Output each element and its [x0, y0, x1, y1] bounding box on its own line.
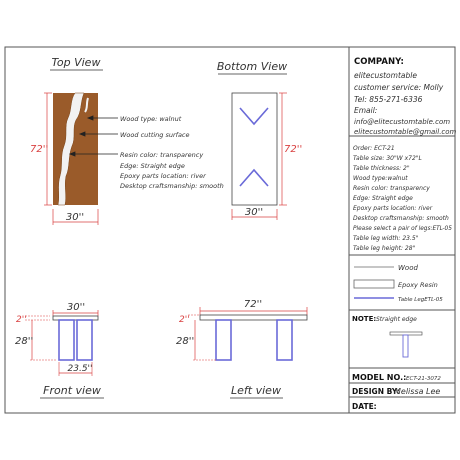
note-value: Straight edge — [376, 316, 417, 323]
note-desktop: Desktop craftsmanship: smooth — [120, 182, 224, 190]
note-label: NOTE: — [352, 315, 377, 323]
left-leg-right — [277, 320, 292, 360]
top-view-slab — [53, 93, 98, 205]
top-width-label: 30'' — [65, 212, 85, 223]
order-line-7: Epoxy parts location: river — [353, 205, 433, 212]
top-view-title: Top View — [51, 56, 101, 69]
order-line-6: Edge: Straight edge — [353, 195, 413, 202]
bottom-height-label: 72'' — [284, 144, 303, 155]
company-line-4: Email: — [354, 106, 378, 115]
front-leg-right — [77, 320, 92, 360]
bottom-view-title: Bottom View — [216, 60, 288, 73]
order-line-3: Table thickness: 2" — [353, 165, 410, 172]
bottom-view-slab — [232, 93, 277, 205]
note-wood-type: Wood type: walnut — [120, 115, 182, 123]
left-thickness-label: 2'' — [179, 315, 190, 325]
note-epoxy-parts: Epoxy parts location: river — [120, 172, 206, 180]
front-base-label: 23.5'' — [67, 364, 93, 374]
order-line-5: Resin color: transparency — [353, 185, 430, 192]
note-wood-cutting: Wood cutting surface — [120, 131, 190, 139]
order-line-10: Table leg width: 23.5" — [353, 235, 419, 242]
order-line-8: Desktop craftsmanship: smooth — [353, 215, 449, 222]
company-line-3: Tel: 855-271-6336 — [354, 95, 423, 104]
order-line-4: Wood type:walnut — [353, 175, 408, 182]
left-height-label: 28'' — [176, 336, 195, 347]
legend-leg-label: Table LegETL-05 — [398, 297, 443, 303]
model-value: ECT-21-3072 — [406, 376, 441, 382]
company-line-2: customer service: Molly — [354, 83, 444, 92]
order-line-2: Table size: 30"W x72"L — [353, 155, 422, 162]
legend-wood-label: Wood — [398, 264, 418, 272]
order-line-11: Table leg height: 28" — [353, 245, 416, 252]
left-width-label: 72'' — [243, 299, 263, 310]
date-label: DATE: — [352, 402, 377, 411]
top-height-label: 72'' — [30, 144, 49, 155]
legend-epoxy-swatch — [354, 280, 394, 288]
order-line-1: Order: ECT-21 — [353, 145, 395, 152]
design-label: DESIGN BY: — [352, 387, 400, 396]
edge-profile-top — [390, 332, 422, 335]
legend-epoxy-label: Epoxy Resin — [398, 281, 438, 289]
company-line-5: info@elitecustomtable.com — [354, 118, 451, 126]
company-line-1: elitecustomtable — [354, 71, 417, 80]
edge-profile-leg — [403, 335, 408, 357]
front-height-label: 28'' — [15, 336, 34, 347]
order-line-9: Please select a pair of legs:ETL-05 — [353, 226, 452, 232]
model-label: MODEL NO.: — [352, 373, 407, 382]
company-line-6: elitecustomtable@gmail.com — [354, 128, 457, 136]
left-leg-left — [216, 320, 231, 360]
front-leg-left — [59, 320, 74, 360]
note-resin-color: Resin color: transparency — [120, 151, 204, 159]
front-width-label: 30'' — [66, 302, 86, 313]
front-thickness-label: 2'' — [16, 315, 27, 325]
left-view-title: Left view — [231, 384, 281, 397]
design-value: Melissa Lee — [394, 387, 441, 396]
company-heading: COMPANY: — [354, 57, 404, 67]
note-edge: Edge: Straight edge — [120, 162, 185, 170]
front-view-title: Front view — [43, 384, 101, 397]
bottom-width-label: 30'' — [244, 207, 264, 218]
